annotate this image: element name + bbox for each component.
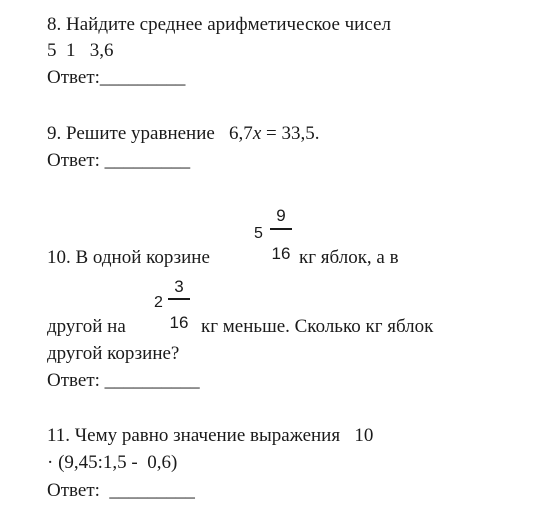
q10-line2-start: другой на xyxy=(47,316,126,337)
q10-frac2-numerator: 3 xyxy=(174,277,184,296)
q10-frac2-denominator: 16 xyxy=(169,313,189,332)
q10-frac1-denominator: 16 xyxy=(271,244,291,263)
q10-frac1-bar xyxy=(270,228,292,230)
q9-equation xyxy=(47,123,319,145)
q11-answer: Ответ: _________ xyxy=(47,480,195,501)
q10-frac2-whole: 2 xyxy=(154,294,163,311)
q10-line2-end: кг меньше. Сколько кг яблок xyxy=(201,316,434,337)
q10-answer: Ответ: __________ xyxy=(47,370,200,391)
q10-frac1-whole: 5 xyxy=(254,225,263,242)
q10-line1-start: 10. В одной корзине xyxy=(47,247,210,268)
q9-answer: Ответ: _________ xyxy=(47,150,191,171)
q11-title: 11. Чему равно значение выражения 10 xyxy=(47,425,374,446)
q9-variable: x xyxy=(252,123,262,144)
q10-line1-end: кг яблок, а в xyxy=(299,247,399,268)
q8-answer: Ответ:_________ xyxy=(47,67,186,88)
q9-prefix: 9. Решите уравнение 6,7 xyxy=(47,123,253,144)
q8-numbers: 5 1 3,6 xyxy=(47,40,114,61)
q8-title: 8. Найдите среднее арифметическое чисел xyxy=(47,14,391,35)
q10-line3: другой корзине? xyxy=(47,343,180,364)
q9-suffix: = 33,5. xyxy=(261,123,320,144)
q11-expression: · (9,45:1,5 - 0,6) xyxy=(47,452,178,473)
q10-frac1-numerator: 9 xyxy=(276,206,286,225)
q10-frac2-bar xyxy=(168,298,190,300)
